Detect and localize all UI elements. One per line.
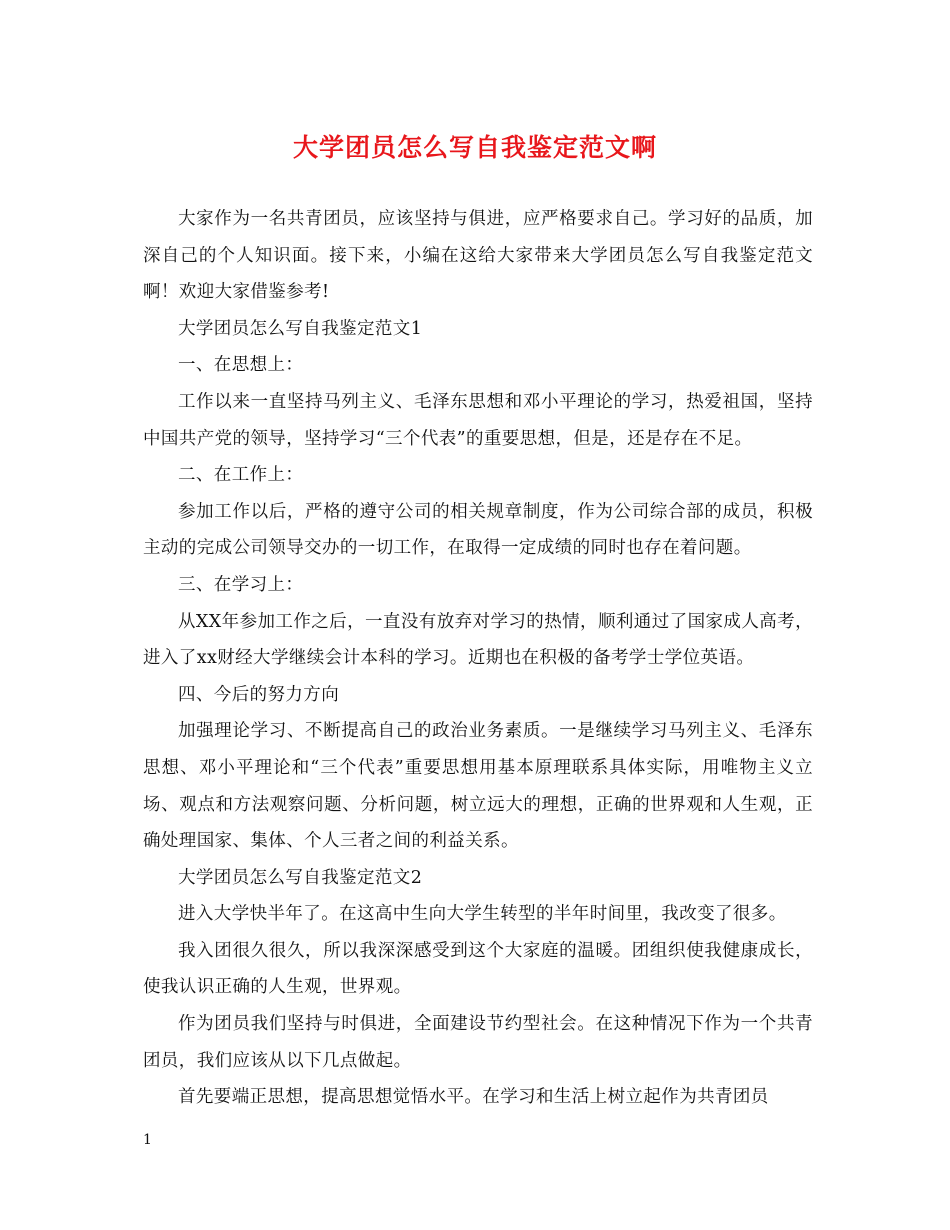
paragraph-thought: 首先要端正思想，提高思想觉悟水平。在学习和生活上树立起作为共青团员	[178, 1087, 769, 1108]
paragraph-study: 从XX年参加工作之后，一直没有放弃对学习的热情，顺利通过了国家成人高考，进入了xx财经大学继续会计本科的学习。近期也在积极的备考学士学位英语。	[143, 611, 813, 669]
paragraph-member: 作为团员我们坚持与时俱进，全面建设节约型社会。在这种情况下作为一个共青团员，我们应该从以下几点做起。	[143, 1014, 813, 1071]
paragraph-league: 我入团很久很久，所以我深深感受到这个大家庭的温暖。团组织使我健康成长，使我认识正确的人生观，世界观。	[143, 940, 813, 998]
paragraph-work: 参加工作以后，严格的遵守公司的相关规章制度，作为公司综合部的成员，积极主动的完成公司领导交办的一切工作，在取得一定成绩的同时也存在着问题。	[143, 501, 813, 559]
subheading-ideology: 一、在思想上：	[178, 355, 304, 376]
subheading-study: 三、在学习上：	[178, 574, 304, 595]
page-number: 1	[143, 1132, 152, 1148]
section-heading-sample-1: 大学团员怎么写自我鉴定范文1	[178, 318, 423, 339]
document-title: 大学团员怎么写自我鉴定范文啊	[292, 133, 657, 162]
subheading-future: 四、今后的努力方向	[178, 684, 340, 705]
document-body	[143, 201, 813, 1116]
paragraph-intro: 大家作为一名共青团员，应该坚持与俱进，应严格要求自己。学习好的品质，加深自己的个人知识面。接下来，小编在这给大家带来大学团员怎么写自我鉴定范文啊！欢迎大家借鉴参考!	[143, 209, 813, 303]
section-heading-sample-2: 大学团员怎么写自我鉴定范文2	[178, 867, 423, 888]
paragraph-ideology: 工作以来一直坚持马列主义、毛泽东思想和邓小平理论的学习，热爱祖国，坚持中国共产党的领导，坚持学习“三个代表”的重要思想，但是，还是存在不足。	[143, 391, 813, 449]
paragraph-future: 加强理论学习、不断提高自己的政治业务素质。一是继续学习马列主义、毛泽东思想、邓小平理论和“三个代表”重要思想用基本原理联系具体实际，用唯物主义立场、观点和方法观察问题、分析问题，树立远大的理想，正确的世界观和人生观，正确处理国家、集体、个人三者之间的利益关系。	[143, 721, 813, 852]
paragraph-college: 进入大学快半年了。在这高中生向大学生转型的半年时间里，我改变了很多。	[178, 904, 787, 925]
subheading-work: 二、在工作上：	[178, 465, 304, 486]
